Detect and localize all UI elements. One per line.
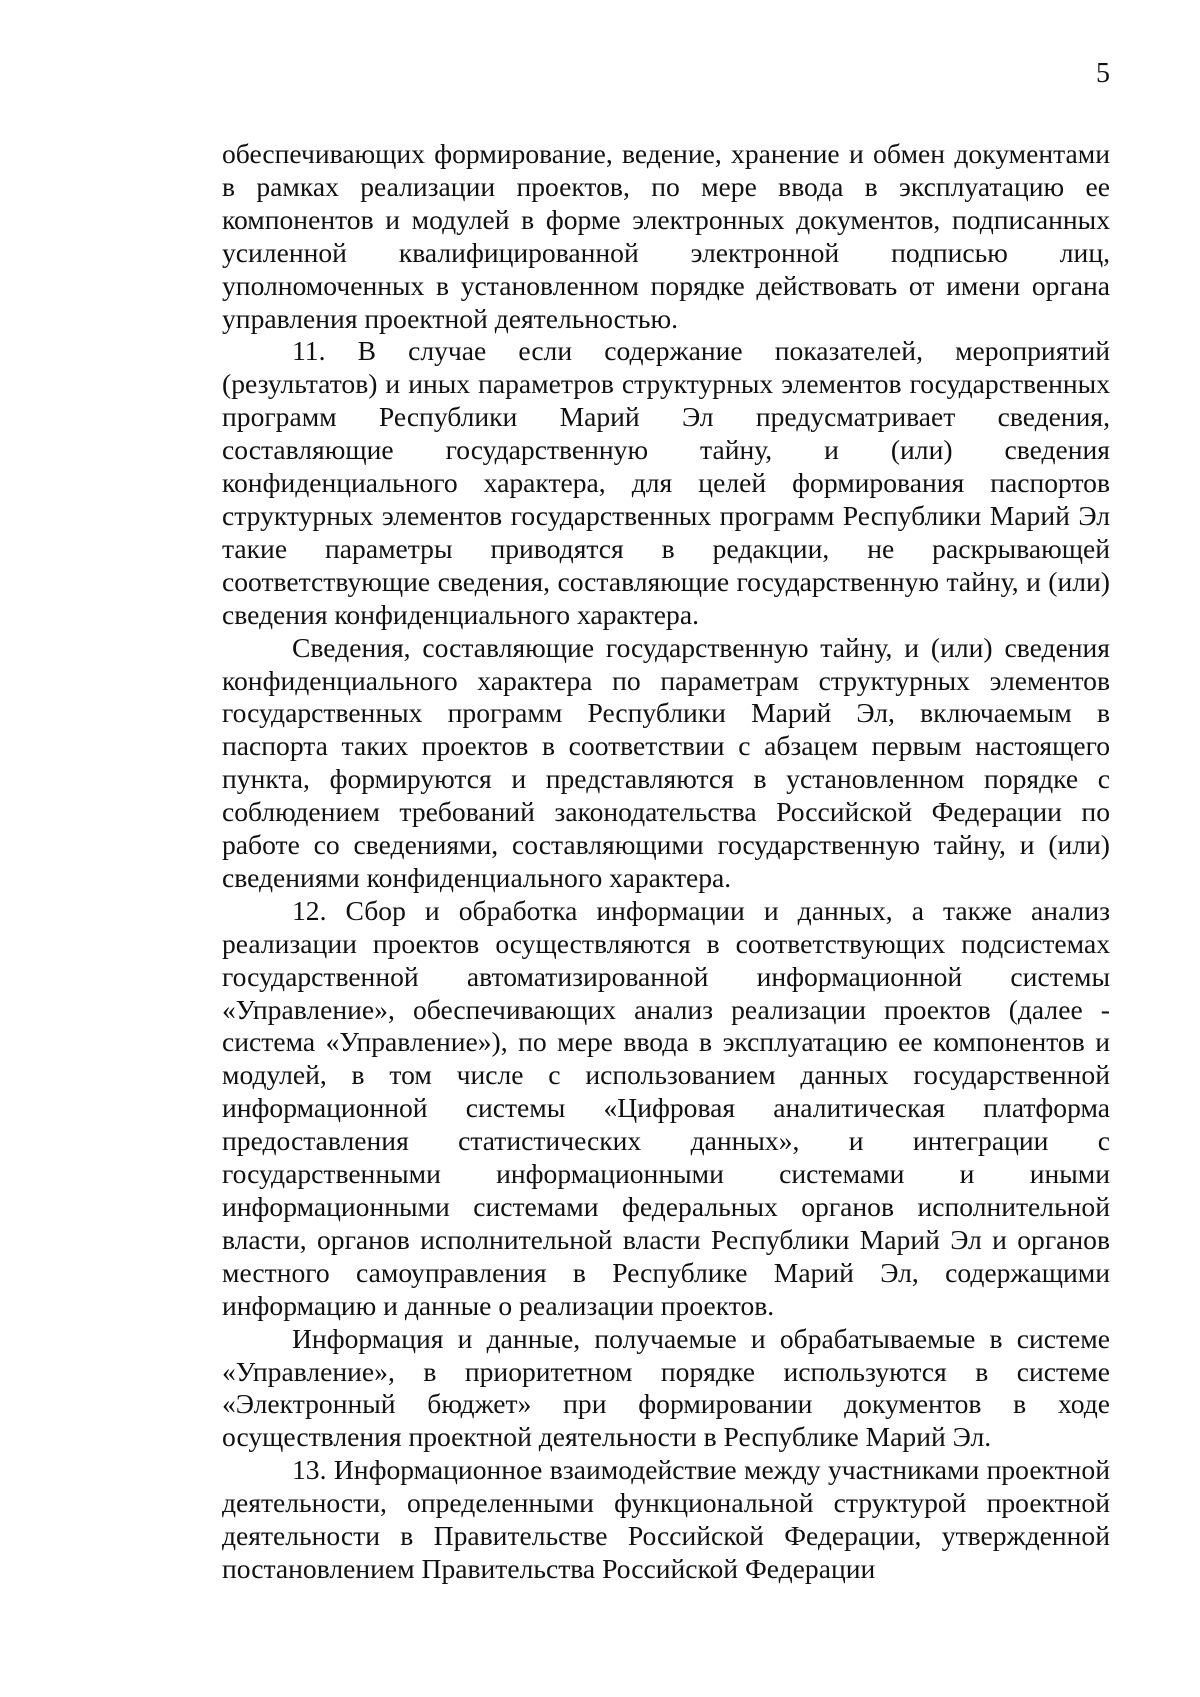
paragraph-item-12: 12. Сбор и обработка информации и данных, а также анализ реализации проектов осуществляются в соответствующих подсистемах государственной автоматизированной информационной системы «Управление», обеспечивающих анализ реализации проектов (далее - система «Управление»), по мере ввода в эксплуатацию ее компонентов и модулей, в том числе с использованием данных государственной информационной системы «Цифровая аналитическая платформа предоставления статистических данных», и интеграции с государственными информационными системами и иными информационными системами федеральных органов исполнительной власти, органов исполнительной власти Республики Марий Эл и органов местного самоуправления в Республике Марий Эл, содержащими информацию и данные о реализации проектов. — [222, 894, 1110, 1321]
paragraph-continuation: обеспечивающих формирование, ведение, хранение и обмен документами в рамках реализации проектов, по мере ввода в эксплуатацию ее компонентов и модулей в форме электронных документов, подписанных усиленной квалифицированной электронной подписью лиц, уполномоченных в установленном порядке действовать от имени органа управления проектной деятельностью. — [222, 138, 1110, 334]
paragraph-item-13: 13. Информационное взаимодействие между участниками проектной деятельности, определенными функциональной структурой проектной деятельности в Правительстве Российской Федерации, утвержденной постановлением Правительства Российской Федерации — [222, 1454, 1110, 1584]
page-number: 5 — [1096, 58, 1110, 89]
body-text — [222, 138, 1110, 1586]
paragraph-item-12-second: Информация и данные, получаемые и обрабатываемые в системе «Управление», в приоритетном порядке используются в системе «Электронный бюджет» при формировании документов в ходе осуществления проектной деятельности в Республике Марий Эл. — [222, 1322, 1110, 1453]
paragraph-item-11-second: Сведения, составляющие государственную тайну, и (или) сведения конфиденциального характера по параметрам структурных элементов государственных программ Республики Марий Эл, включаемым в паспорта таких проектов в соответствии с абзацем первым настоящего пункта, формируются и представляются в установленном порядке с соблюдением требований законодательства Российской Федерации по работе со сведениями, составляющими государственную тайну, и (или) сведениями конфиденциального характера. — [222, 631, 1110, 893]
paragraph-item-11: 11. В случае если содержание показателей, мероприятий (результатов) и иных параметров структурных элементов государственных программ Республики Марий Эл предусматривает сведения, составляющие государственную тайну, и (или) сведения конфиденциального характера, для целей формирования паспортов структурных элементов государственных программ Республики Марий Эл такие параметры приводятся в редакции, не раскрывающей соответствующие сведения, составляющие государственную тайну, и (или) сведения конфиденциального характера. — [222, 335, 1110, 630]
